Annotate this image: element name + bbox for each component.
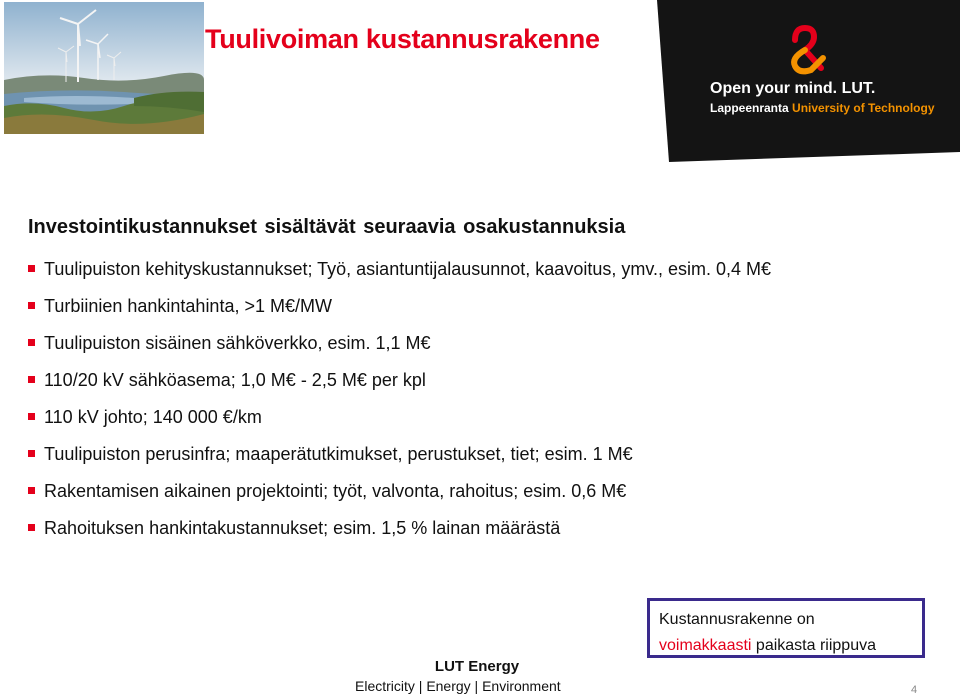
- wind-farm-photo: [4, 2, 204, 134]
- list-item: 110 kV johto; 140 000 €/km: [28, 406, 771, 443]
- callout-line-2: voimakkaasti paikasta riippuva: [659, 637, 876, 654]
- bullet-square-icon: [28, 487, 35, 494]
- bullet-square-icon: [28, 376, 35, 383]
- list-item: 110/20 kV sähköasema; 1,0 M€ - 2,5 M€ per kpl: [28, 369, 771, 406]
- list-item: Tuulipuiston kehityskustannukset; Työ, asiantuntijalausunnot, kaavoitus, ymv., esim. 0,4 M€: [28, 258, 771, 295]
- list-item: Tuulipuiston perusinfra; maaperätutkimukset, perustukset, tiet; esim. 1 M€: [28, 443, 771, 480]
- logo-university-name: Lappeenranta University of Technology: [710, 101, 935, 115]
- page-number: 4: [911, 684, 918, 696]
- list-item: Tuulipuiston sisäinen sähköverkko, esim. 1,1 M€: [28, 332, 771, 369]
- callout-line-1: Kustannusrakenne on: [659, 611, 815, 628]
- bullet-square-icon: [28, 524, 35, 531]
- logo-slogan: Open your mind. LUT.: [710, 80, 876, 97]
- slide-title: Tuulivoiman kustannusrakenne: [205, 24, 600, 54]
- footer-tagline: Electricity | Energy | Environment: [355, 678, 561, 694]
- bullet-square-icon: [28, 450, 35, 457]
- bullet-square-icon: [28, 339, 35, 346]
- bullet-square-icon: [28, 265, 35, 272]
- cost-list: [28, 258, 771, 554]
- section-heading: Investointikustannukset sisältävät seuraavia osakustannuksia: [28, 216, 626, 238]
- list-item: Rakentamisen aikainen projektointi; työt, valvonta, rahoitus; esim. 0,6 M€: [28, 480, 771, 517]
- list-item: Turbiinien hankintahinta, >1 M€/MW: [28, 295, 771, 332]
- list-item: Rahoituksen hankintakustannukset; esim. 1,5 % lainan määrästä: [28, 517, 771, 554]
- bullet-square-icon: [28, 413, 35, 420]
- callout-box: [647, 598, 925, 658]
- footer-org: LUT Energy: [434, 658, 520, 675]
- bullet-square-icon: [28, 302, 35, 309]
